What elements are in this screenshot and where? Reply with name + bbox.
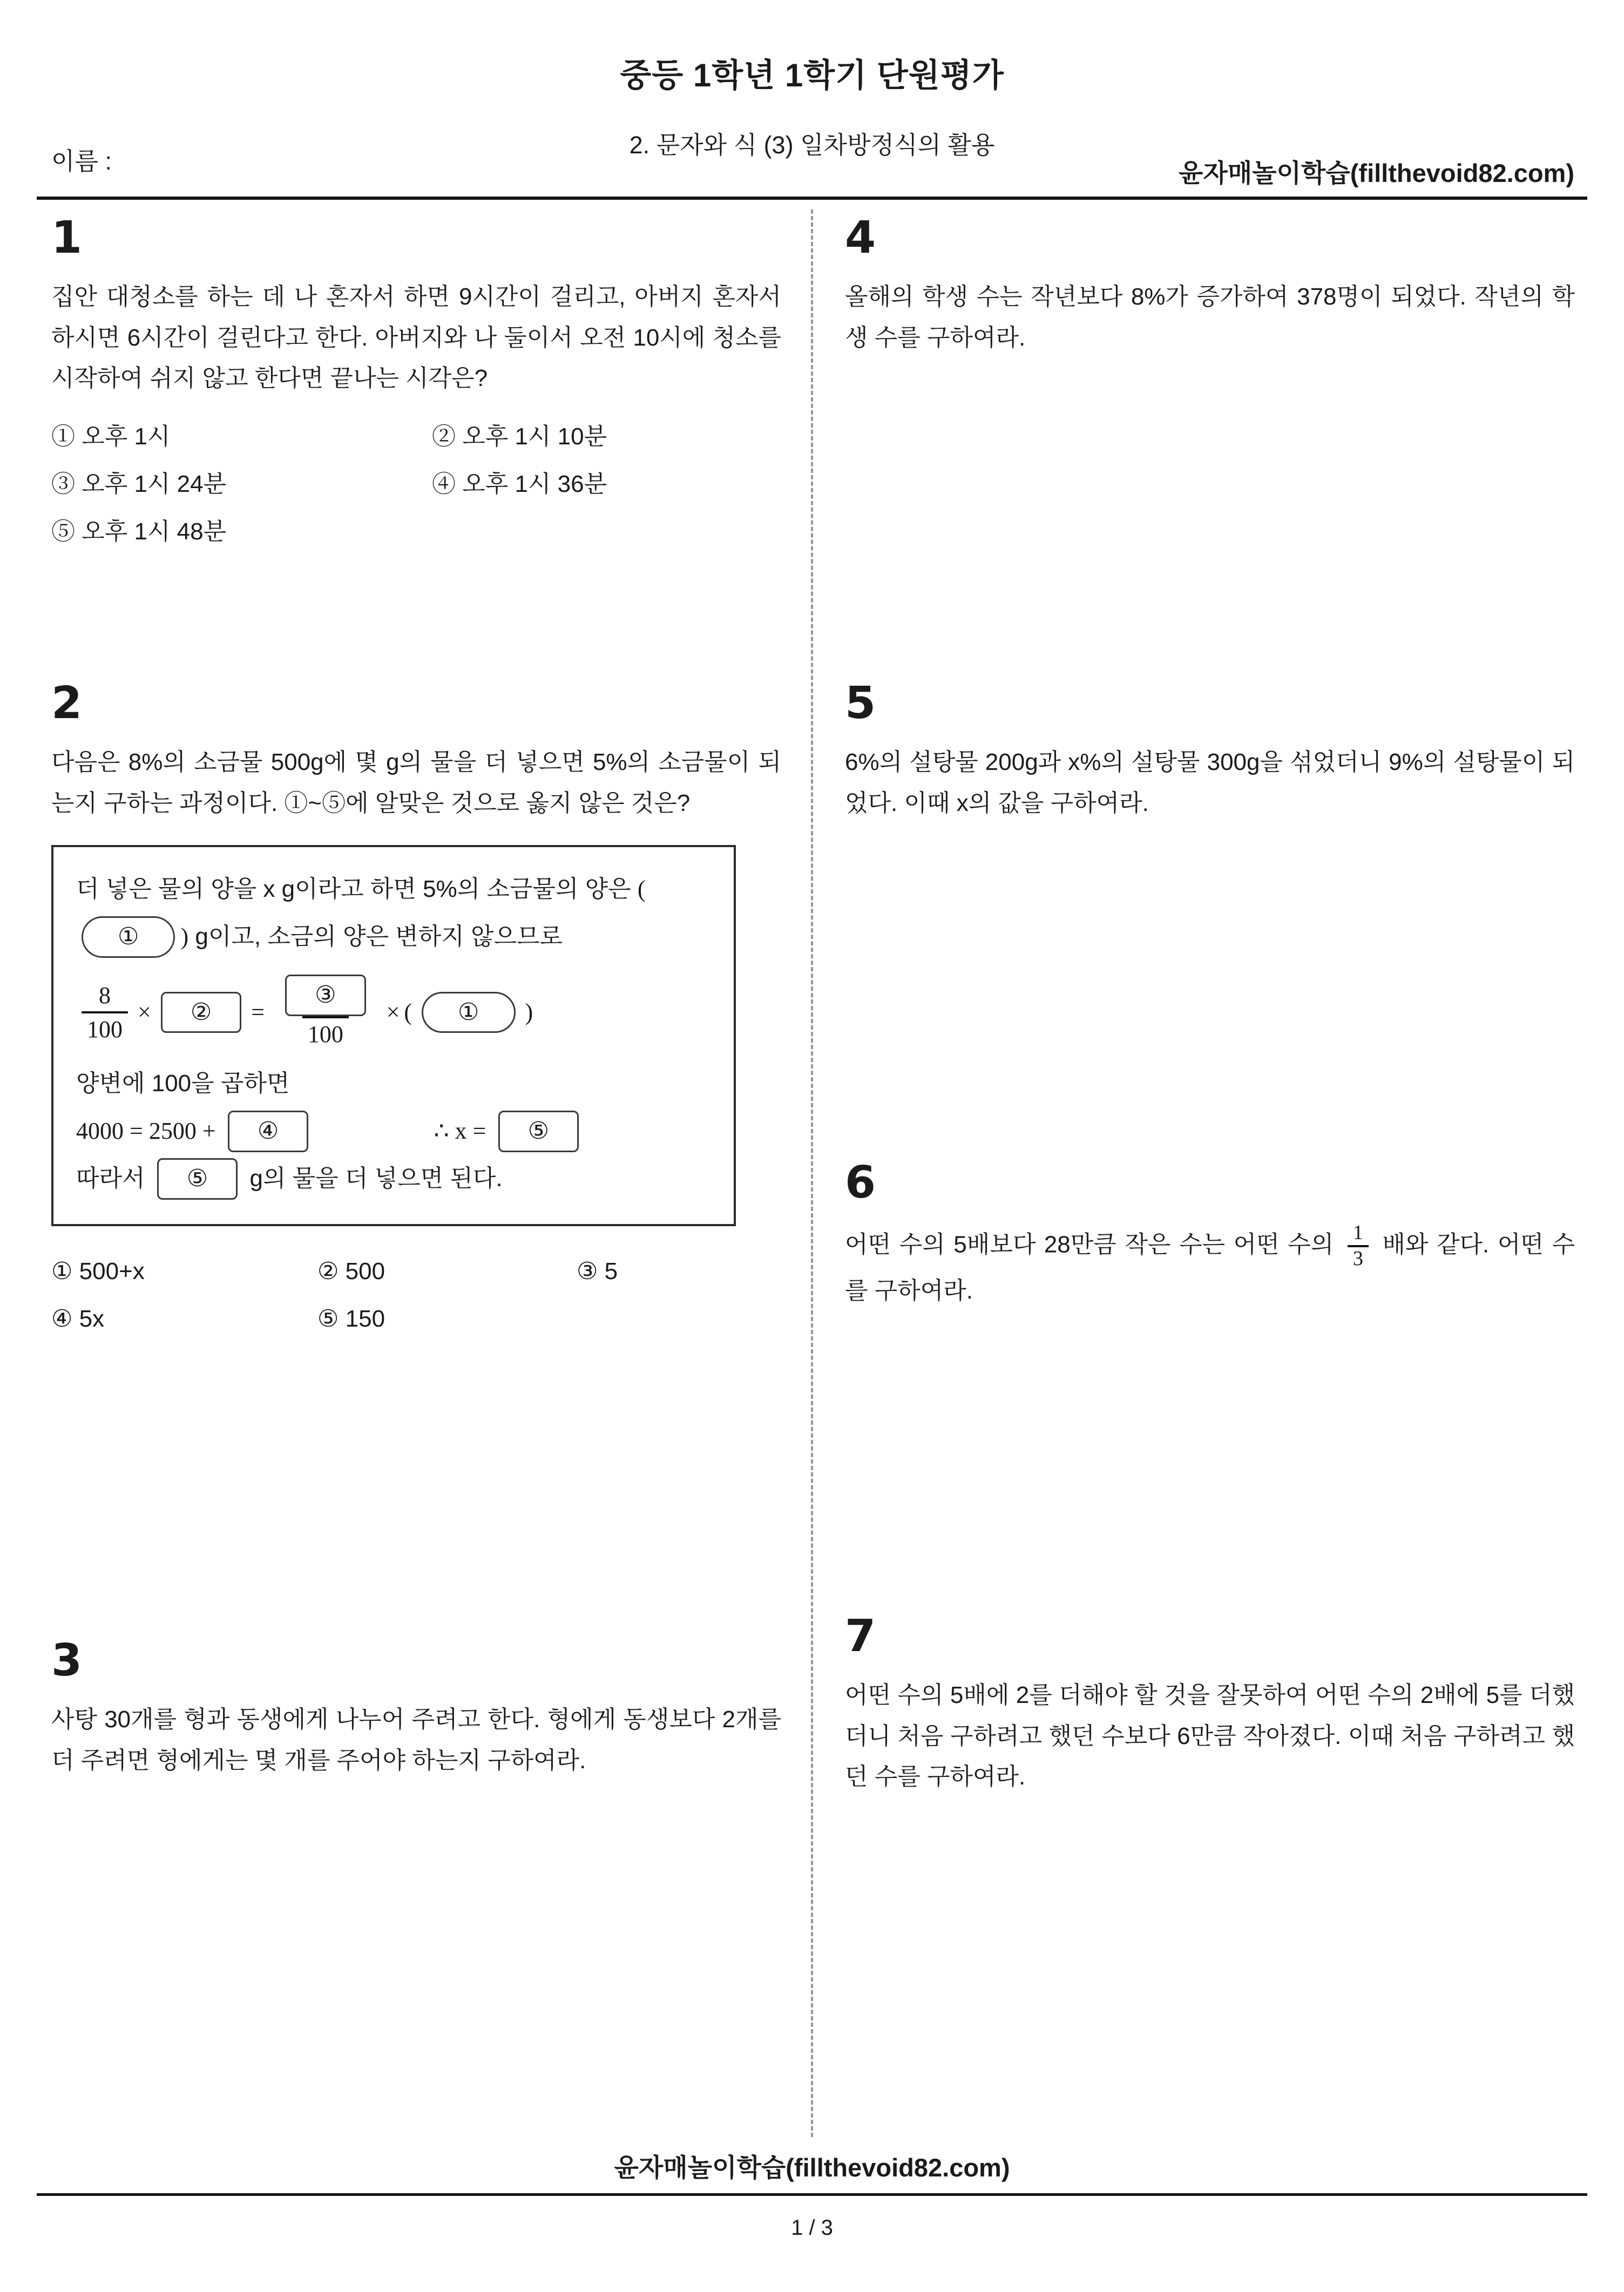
paren-close: ) xyxy=(525,999,533,1026)
question-7 xyxy=(845,1611,1575,1797)
choice-5: ⑤ 150 xyxy=(317,1306,385,1333)
box-line-1-text-b: g이고, 소금의 양은 변하지 않으므로 xyxy=(195,923,563,950)
box-line-4-text-a: 따라서 xyxy=(76,1165,145,1192)
equation-row xyxy=(76,975,711,1050)
fraction-numerator xyxy=(274,975,376,1016)
blank-circle-4: ④ xyxy=(228,1111,308,1152)
paren-close: ) xyxy=(180,923,189,950)
equation-left: 4000 = 2500 + xyxy=(76,1118,216,1145)
question-text: 6%의 설탕물 200g과 x%의 설탕물 300g을 섞었더니 9%의 설탕물이 되었다. 이때 x의 값을 구하여라. xyxy=(845,749,1575,816)
question-number: 7 xyxy=(845,1611,876,1662)
equals-sign: = xyxy=(251,999,265,1026)
header-divider-line xyxy=(37,197,1587,200)
times-sign: × xyxy=(386,999,400,1026)
box-line-3 xyxy=(76,1107,711,1155)
question-2 xyxy=(51,678,781,1343)
choice-1: ① 500+x xyxy=(51,1258,145,1285)
question-text-b: 배와 같다. 어떤 수를 구하여라. xyxy=(845,1231,1575,1304)
answer-choices xyxy=(51,1248,781,1343)
question-text-a: 어떤 수의 5배보다 28만큼 작은 수는 어떤 수의 xyxy=(845,1231,1334,1258)
question-3 xyxy=(51,1635,781,1781)
question-number: 5 xyxy=(845,678,876,729)
fraction-denominator: 100 xyxy=(82,1011,128,1045)
paren-open: ( xyxy=(637,876,646,903)
choice-3: ③ 오후 1시 24분 xyxy=(51,471,227,498)
site-label: 윤자매놀이학습(fillthevoid82.com) xyxy=(1178,159,1574,187)
fraction-denominator: 100 xyxy=(302,1016,349,1050)
box-line-4 xyxy=(76,1155,711,1202)
question-text xyxy=(845,1221,1575,1311)
question-text: 올해의 학생 수는 작년보다 8%가 증가하여 378명이 되었다. 작년의 학생 수를 구하여라. xyxy=(845,283,1575,351)
blank-circle-1: ① xyxy=(422,992,515,1033)
question-text: 다음은 8%의 소금물 500g에 몇 g의 물을 더 넣으면 5%의 소금물이 되는지 구하는 과정이다. ①~⑤에 알맞은 것으로 옳지 않은 것은? xyxy=(51,749,781,816)
question-5 xyxy=(845,678,1575,823)
choice-1: ① 오후 1시 xyxy=(51,423,171,450)
question-number: 3 xyxy=(51,1635,83,1686)
question-number: 4 xyxy=(845,212,876,263)
box-line-4-text-b: g의 물을 더 넣으면 된다. xyxy=(249,1165,503,1192)
page-number: 1 / 3 xyxy=(791,2216,833,2240)
question-number: 2 xyxy=(51,678,83,729)
question-4 xyxy=(845,212,1575,358)
footer-site-label: 윤자매놀이학습(fillthevoid82.com) xyxy=(614,2153,1010,2182)
box-line-2: 양변에 100을 곱하면 xyxy=(76,1070,290,1097)
question-text: 사탕 30개를 형과 동생에게 나누어 주려고 한다. 형에게 동생보다 2개를 더 주려면 형에게는 몇 개를 주어야 하는지 구하여라. xyxy=(51,1706,781,1774)
question-1 xyxy=(51,212,781,556)
choice-4: ④ 오후 1시 36분 xyxy=(432,471,607,498)
name-label: 이름 : xyxy=(51,147,112,175)
fraction-numerator: 8 xyxy=(99,982,111,1009)
column-divider-dashed-line xyxy=(811,209,813,2137)
blank-circle-3: ③ xyxy=(285,975,366,1016)
page-subtitle: 2. 문자와 식 (3) 일차방정식의 활용 xyxy=(629,131,995,159)
question-text: 집안 대청소를 하는 데 나 혼자서 하면 9시간이 걸리고, 아버지 혼자서 하시면 6시간이 걸린다고 한다. 아버지와 나 둘이서 오전 10시에 청소를 시작하여 쉬지 않고 한다면 끝나는 시각은? xyxy=(51,283,781,392)
box-line-1 xyxy=(76,866,711,961)
footer-divider-line xyxy=(37,2193,1587,2196)
blank-circle-5: ⑤ xyxy=(498,1111,579,1152)
choice-3: ③ 5 xyxy=(577,1258,618,1285)
question-number: 6 xyxy=(845,1157,876,1208)
choice-5: ⑤ 오후 1시 48분 xyxy=(51,518,227,545)
therefore-expression: ∴ x = xyxy=(434,1118,486,1145)
choice-2: ② 500 xyxy=(317,1258,385,1285)
blank-circle-5: ⑤ xyxy=(157,1158,238,1199)
solution-process-box xyxy=(51,845,736,1226)
answer-choices xyxy=(51,413,781,556)
box-line-1-text-a: 더 넣은 물의 양을 x g이라고 하면 5%의 소금물의 양은 xyxy=(76,876,631,903)
question-6 xyxy=(845,1157,1575,1311)
question-number: 1 xyxy=(51,212,83,263)
fraction-8-over-100 xyxy=(82,979,128,1046)
fraction-numerator: 1 xyxy=(1352,1221,1363,1244)
choice-2: ② 오후 1시 10분 xyxy=(432,423,607,450)
fraction-1-over-3 xyxy=(1348,1221,1369,1270)
question-text: 어떤 수의 5배에 2를 더해야 할 것을 잘못하여 어떤 수의 2배에 5를 더했더니 처음 구하려고 했던 수보다 6만큼 작아졌다. 이때 처음 구하려고 했던 수를 구하여라. xyxy=(845,1682,1575,1790)
times-sign: × xyxy=(138,999,151,1026)
page-title: 중등 1학년 1학기 단원평가 xyxy=(620,57,1004,93)
fraction-circle3-over-100 xyxy=(274,975,376,1050)
paren-open: ( xyxy=(404,999,412,1026)
blank-circle-1: ① xyxy=(82,916,175,957)
choice-4: ④ 5x xyxy=(51,1306,105,1333)
blank-circle-2: ② xyxy=(161,992,241,1033)
fraction-denominator: 3 xyxy=(1348,1245,1369,1271)
